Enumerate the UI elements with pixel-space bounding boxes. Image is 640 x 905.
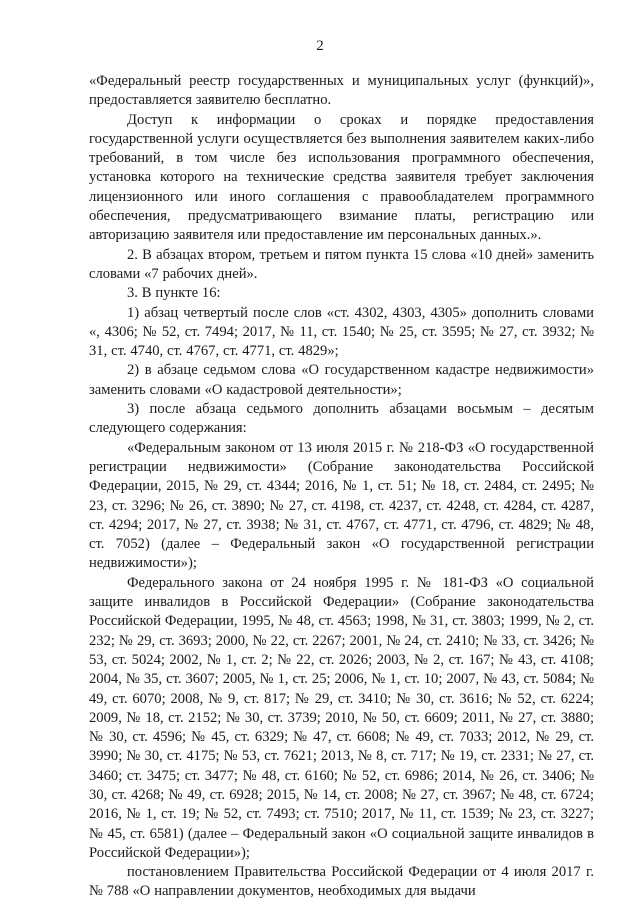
- document-body: [89, 72, 594, 902]
- paragraph-law-181-fz: Федерального закона от 24 ноября 1995 г. № 181-ФЗ «О социальной защите инвалидов в Российской Федерации» (Собрание законодательства Российской Федерации, 1995, № 48, ст. 4563; 1998, № 31, ст. 3803; 1999, № 2, ст. 232; № 29, ст. 3693; 2000, № 22, ст. 2267; 2001, № 24, ст. 2410; № 33, ст. 3426; № 53, ст. 5024; 2002, № 1, ст. 2; № 22, ст. 2026; 2003, № 2, ст. 167; № 43, ст. 4108; 2004, № 35, ст. 3607; 2005, № 1, ст. 25; 2006, № 1, ст. 10; 2007, № 43, ст. 5084; № 49, ст. 6070; 2008, № 9, ст. 817; № 29, ст. 3410; № 30, ст. 3616; № 52, ст. 6224; 2009, № 18, ст. 2152; № 30, ст. 3739; 2010, № 50, ст. 6609; 2011, № 27, ст. 3880; № 30, ст. 4596; № 45, ст. 6329; № 47, ст. 6608; № 49, ст. 7033; 2012, № 29, ст. 3990; № 30, ст. 4175; № 53, ст. 7621; 2013, № 8, ст. 717; № 19, ст. 2331; № 27, ст. 3460; ст. 3475; ст. 3477; № 48, ст. 6160; № 52, ст. 6986; 2014, № 26, ст. 3406; № 30, ст. 4268; № 49, ст. 6928; 2015, № 14, ст. 2008; № 27, ст. 3967; № 48, ст. 6724; 2016, № 1, ст. 19; № 52, ст. 7493; ст. 7510; 2017, № 11, ст. 1539; № 23, ст. 3227; № 45, ст. 6581) (далее – Федеральный закон «О социальной защите инвалидов в Российской Федерации»);: [89, 574, 594, 861]
- paragraph-government-decree: постановлением Правительства Российской Федерации от 4 июля 2017 г. № 788 «О направлении документов, необходимых для выдачи: [89, 864, 594, 900]
- paragraph-access-information: Доступ к информации о сроках и порядке предоставления государственной услуги осуществляется без выполнения заявителем каких-либо требований, в том числе без использования программного обеспечения, установка которого на технические средства заявителя требует заключения лицензионного или иного соглашения с правообладателем программного обеспечения, предусматривающего взимание платы, регистрацию или авторизацию заявителя или предоставление им персональных данных.».: [89, 111, 594, 244]
- paragraph-subitem-3: 3) после абзаца седьмого дополнить абзацами восьмым – десятым следующего содержания:: [89, 401, 594, 437]
- paragraph-registry-continuation: «Федеральный реестр государственных и муниципальных услуг (функций)», предоставляется заявителю бесплатно.: [89, 73, 594, 109]
- paragraph-law-218-fz: «Федеральным законом от 13 июля 2015 г. № 218-ФЗ «О государственной регистрации недвижимости» (Собрание законодательства Российской Федерации, 2015, № 29, ст. 4344; 2016, № 1, ст. 51; № 18, ст. 2484, ст. 2495; № 23, ст. 3296; № 26, ст. 3890; № 27, ст. 4198, ст. 4237, ст. 4248, ст. 4284, ст. 4287, ст. 4294; 2017, № 27, ст. 3938; № 31, ст. 4767, ст. 4771, ст. 4796, ст. 4829; № 48, ст. 7052) (далее – Федеральный закон «О государственной регистрации недвижимости»);: [89, 439, 594, 572]
- paragraph-subitem-1: 1) абзац четвертый после слов «ст. 4302, 4303, 4305» дополнить словами «, 4306; № 52, ст. 7494; 2017, № 11, ст. 1540; № 25, ст. 3595; № 27, ст. 3932; № 31, ст. 4740, ст. 4767, ст. 4771, ст. 4829»;: [89, 304, 594, 360]
- paragraph-item-3-heading: 3. В пункте 16:: [127, 285, 221, 302]
- paragraph-item-2: 2. В абзацах втором, третьем и пятом пункта 15 слова «10 дней» заменить словами «7 рабочих дней».: [89, 246, 594, 282]
- paragraph-subitem-2: 2) в абзаце седьмом слова «О государственном кадастре недвижимости» заменить словами «О кадастровой деятельности»;: [89, 362, 594, 398]
- page-number: 2: [316, 38, 324, 54]
